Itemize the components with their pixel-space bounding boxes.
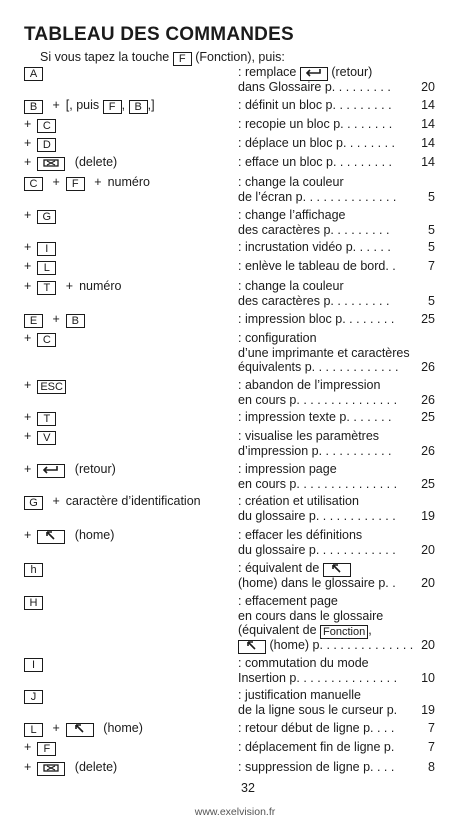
key-label: numéro bbox=[107, 175, 150, 189]
key-f: F bbox=[173, 52, 192, 66]
desc-text: : configuration bbox=[238, 331, 317, 345]
delete-key-icon bbox=[37, 157, 65, 171]
key-label: numéro bbox=[79, 279, 122, 293]
page-ref: 26 bbox=[421, 392, 435, 407]
desc-text: de la ligne sous le curseur p. bbox=[238, 702, 398, 717]
desc-text: du glossaire p. . . . . . . . . . . . bbox=[238, 508, 396, 523]
page-ref: 20 bbox=[421, 575, 435, 590]
plus-sign: + bbox=[52, 312, 60, 326]
page-number: 32 bbox=[241, 781, 255, 795]
plus-sign: + bbox=[24, 760, 32, 774]
key-g: G bbox=[24, 496, 43, 510]
key-f: F bbox=[103, 100, 122, 114]
key-e: E bbox=[24, 314, 43, 328]
desc-text: : visualise les paramètres bbox=[238, 429, 380, 443]
page-ref: 26 bbox=[421, 443, 435, 458]
desc-text: en cours p. . . . . . . . . . . . . . . bbox=[238, 392, 398, 407]
desc-text: (home) dans le glossaire p. . bbox=[238, 575, 396, 590]
desc-text: : suppression de ligne p. . . . bbox=[238, 760, 395, 774]
plus-sign: + bbox=[24, 136, 32, 150]
page-ref: 26 bbox=[421, 360, 435, 374]
desc-text: des caractères p. . . . . . . . . bbox=[238, 222, 390, 237]
key-t: T bbox=[37, 281, 56, 295]
page-ref: 14 bbox=[421, 98, 435, 112]
key-c: C bbox=[37, 333, 56, 347]
plus-sign: + bbox=[24, 429, 32, 443]
page-title: TABLEAU DES COMMANDES bbox=[24, 24, 294, 45]
plus-sign: + bbox=[52, 721, 60, 735]
key-fonction: Fonction bbox=[320, 625, 368, 639]
desc-text: : effacement page bbox=[238, 594, 338, 608]
desc-text: de l’écran p. . . . . . . . . . . . . . bbox=[238, 189, 397, 204]
page-ref: 14 bbox=[421, 136, 435, 150]
key-g: G bbox=[37, 210, 56, 224]
page-ref: 20 bbox=[421, 79, 435, 94]
desc-text: : change la couleur bbox=[238, 175, 344, 189]
plus-sign: + bbox=[52, 494, 60, 508]
page-ref: 10 bbox=[421, 670, 435, 685]
key-c: C bbox=[24, 177, 43, 191]
key-esc: ESC bbox=[37, 380, 66, 394]
page-ref: 8 bbox=[428, 760, 435, 774]
desc-text: : déplace un bloc p. . . . . . . . bbox=[238, 136, 396, 150]
key-a: A bbox=[24, 67, 43, 81]
desc-text: du glossaire p. . . . . . . . . . . . bbox=[238, 542, 396, 557]
plus-sign: + bbox=[94, 175, 102, 189]
desc-text: : recopie un bloc p. . . . . . . . bbox=[238, 117, 393, 131]
key-d: D bbox=[37, 138, 56, 152]
key-f: F bbox=[66, 177, 85, 191]
desc-text: : change l’affichage bbox=[238, 208, 346, 222]
comma: , bbox=[121, 98, 126, 112]
desc-text: : effacer les définitions bbox=[238, 528, 363, 542]
page-ref: 20 bbox=[421, 542, 435, 557]
desc-text: : création et utilisation bbox=[238, 494, 359, 508]
plus-sign: + bbox=[24, 378, 32, 392]
desc-text: (équivalent de bbox=[238, 623, 317, 637]
home-arrow-icon bbox=[66, 723, 94, 737]
page-ref: 25 bbox=[421, 312, 435, 326]
desc-text: : impression texte p. . . . . . . bbox=[238, 410, 392, 424]
key-sequence-text: [, puis bbox=[65, 98, 100, 112]
desc-text: (home) p. . . . . . . . . . . . . . bbox=[269, 637, 414, 652]
page-ref: 19 bbox=[421, 508, 435, 523]
desc-text: : enlève le tableau de bord. . bbox=[238, 259, 396, 273]
desc-text: : déplacement fin de ligne p. bbox=[238, 740, 395, 754]
home-arrow-icon bbox=[238, 640, 266, 654]
key-i: I bbox=[24, 658, 43, 672]
desc-text: d’impression p. . . . . . . . . . . bbox=[238, 443, 392, 458]
desc-text: équivalents p. . . . . . . . . . . . . bbox=[238, 360, 399, 374]
bracket: ,] bbox=[147, 98, 155, 112]
key-i: I bbox=[37, 242, 56, 256]
plus-sign: + bbox=[24, 240, 32, 254]
plus-sign: + bbox=[24, 117, 32, 131]
plus-sign: + bbox=[24, 259, 32, 273]
plus-sign: + bbox=[24, 279, 32, 293]
page-ref: 7 bbox=[428, 721, 435, 735]
key-label: (delete) bbox=[74, 760, 118, 774]
desc-text: (retour) bbox=[331, 65, 373, 79]
desc-text: : change la couleur bbox=[238, 279, 344, 293]
desc-text: : équivalent de bbox=[238, 561, 320, 575]
plus-sign: + bbox=[24, 462, 32, 476]
desc-text: en cours p. . . . . . . . . . . . . . . bbox=[238, 476, 398, 491]
page-ref: 5 bbox=[428, 240, 435, 254]
page-ref: 7 bbox=[428, 740, 435, 754]
return-key-icon bbox=[37, 464, 65, 478]
page-ref: 14 bbox=[421, 117, 435, 131]
desc-text: : définit un bloc p. . . . . . . . . bbox=[238, 98, 392, 112]
intro-text: Si vous tapez la touche bbox=[40, 50, 170, 64]
key-j: J bbox=[24, 690, 43, 704]
key-label: (retour) bbox=[74, 462, 116, 476]
intro-line bbox=[40, 50, 285, 66]
plus-sign: + bbox=[24, 331, 32, 345]
page-ref: 5 bbox=[428, 189, 435, 204]
desc-text: d’une imprimante et caractères bbox=[238, 345, 410, 360]
key-f: F bbox=[37, 742, 56, 756]
key-c: C bbox=[37, 119, 56, 133]
desc-text: : incrustation vidéo p. . . . . . bbox=[238, 240, 391, 254]
desc-text: : retour début de ligne p. . . . bbox=[238, 721, 395, 735]
page-ref: 5 bbox=[428, 222, 435, 237]
plus-sign: + bbox=[24, 410, 32, 424]
desc-text: , bbox=[368, 623, 372, 637]
key-b: B bbox=[24, 100, 43, 114]
key-l: L bbox=[24, 723, 43, 737]
plus-sign: + bbox=[24, 208, 32, 222]
key-h: H bbox=[24, 596, 43, 610]
key-label: (home) bbox=[74, 528, 115, 542]
desc-text: : efface un bloc p. . . . . . . . . bbox=[238, 155, 393, 169]
key-v: V bbox=[37, 431, 56, 445]
plus-sign: + bbox=[24, 155, 32, 169]
page-ref: 25 bbox=[421, 476, 435, 491]
desc-text: : impression bloc p. . . . . . . . bbox=[238, 312, 395, 326]
desc-text: : remplace bbox=[238, 65, 297, 79]
footer-url: www.exelvision.fr bbox=[194, 806, 276, 818]
page-ref: 25 bbox=[421, 410, 435, 424]
key-b: B bbox=[66, 314, 85, 328]
desc-text: des caractères p. . . . . . . . . bbox=[238, 293, 390, 308]
desc-text: : justification manuelle bbox=[238, 688, 361, 702]
desc-text: Insertion p. . . . . . . . . . . . . . . bbox=[238, 670, 398, 685]
page-ref: 20 bbox=[421, 637, 435, 652]
key-label: (delete) bbox=[74, 155, 118, 169]
desc-text: en cours dans le glossaire bbox=[238, 608, 384, 623]
desc-text: : abandon de l’impression bbox=[238, 378, 381, 392]
page-ref: 7 bbox=[428, 259, 435, 273]
desc-text: dans Glossaire p. . . . . . . . . bbox=[238, 79, 391, 94]
plus-sign: + bbox=[52, 175, 60, 189]
key-b: B bbox=[129, 100, 148, 114]
plus-sign: + bbox=[24, 740, 32, 754]
page-ref: 19 bbox=[421, 702, 435, 717]
key-label: (home) bbox=[103, 721, 143, 735]
key-l: L bbox=[37, 261, 56, 275]
key-t: T bbox=[37, 412, 56, 426]
page-ref: 5 bbox=[428, 293, 435, 308]
intro-text-post: (Fonction), puis: bbox=[195, 50, 285, 64]
key-h-lower: h bbox=[24, 563, 43, 577]
page-ref: 14 bbox=[421, 155, 435, 169]
plus-sign: + bbox=[52, 98, 60, 112]
plus-sign: + bbox=[24, 528, 32, 542]
key-label: caractère d’identification bbox=[65, 494, 201, 508]
home-arrow-icon bbox=[37, 530, 65, 544]
delete-key-icon bbox=[37, 762, 65, 776]
plus-sign: + bbox=[65, 279, 74, 293]
desc-text: : commutation du mode bbox=[238, 656, 369, 670]
desc-text: : impression page bbox=[238, 462, 337, 476]
